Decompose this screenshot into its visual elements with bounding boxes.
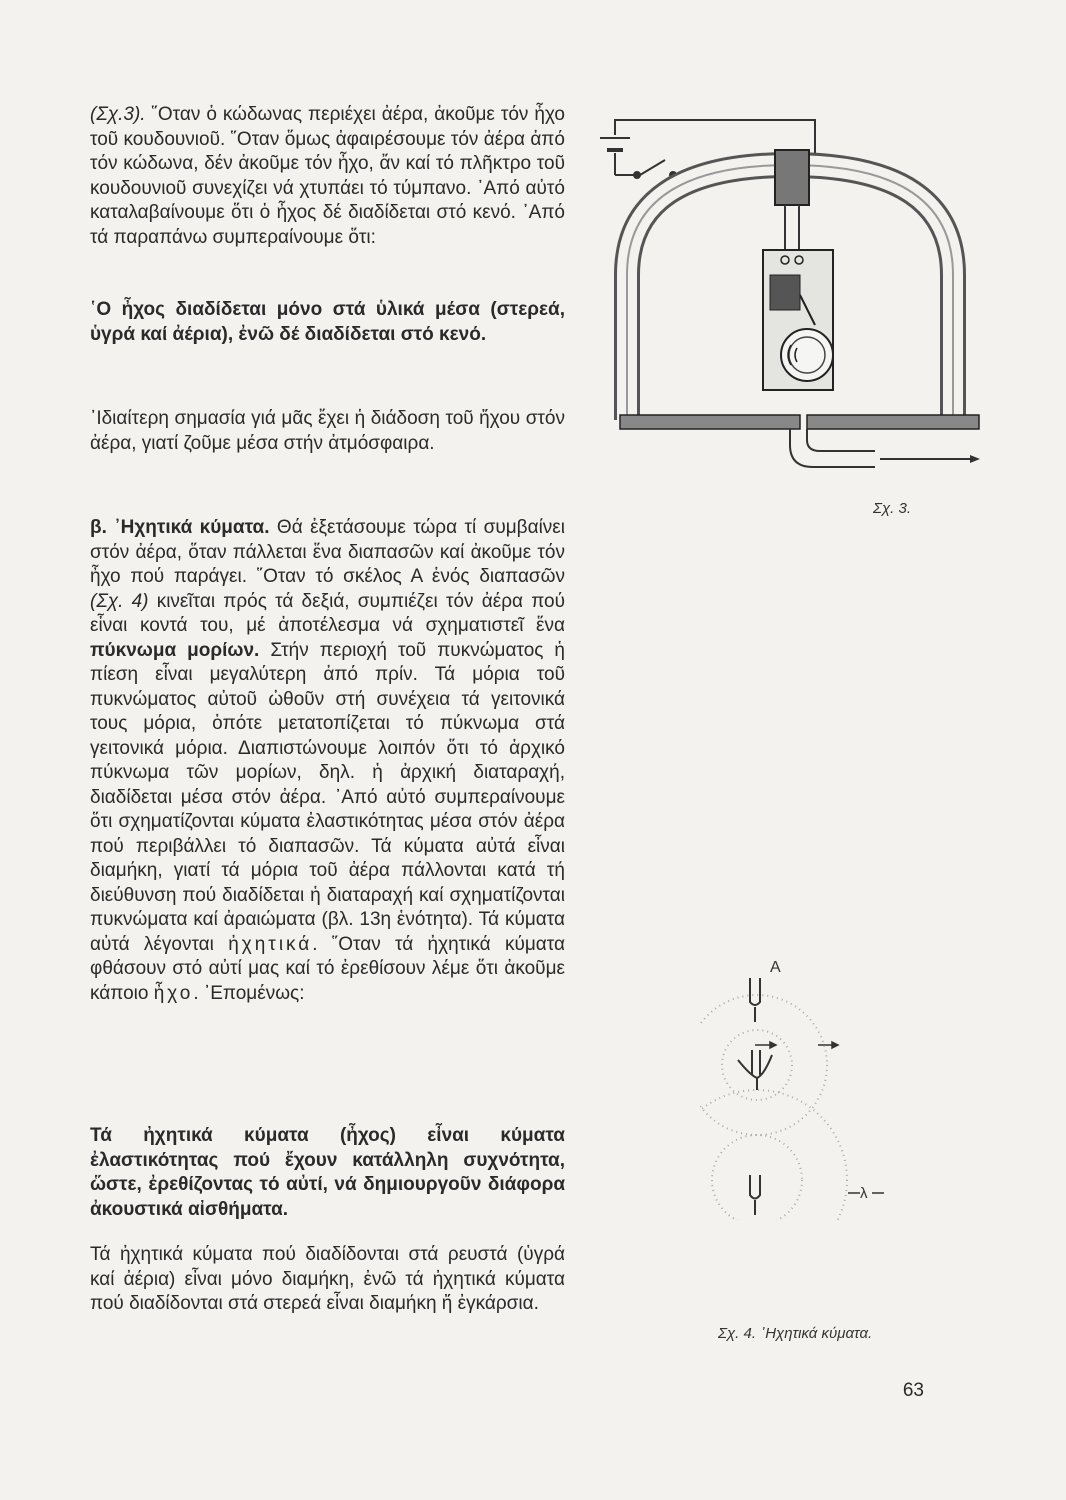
figure-4-sound-waves — [700, 950, 920, 1220]
tuning-fork-icon — [750, 978, 760, 1022]
figure-4-caption: Σχ. 4. ᾽Ηχητικά κύματα. — [718, 1325, 873, 1342]
term-ichitika: ἠχητικά — [228, 933, 313, 955]
page-number: 63 — [902, 1380, 924, 1401]
base-plate-icon — [620, 415, 979, 429]
stopper-icon — [775, 150, 809, 205]
para3-t3: Στήν περιοχή τοῦ πυκνώματος ἡ πίεση εἶναι μεγαλύτερη ἀπό πρίν. Τά μόρια τοῦ πυκνώματος αὐτοῦ ὠθοῦν στή συνέχεια τά γειτονικά τους μόρια, ὁπότε μετατοπίζεται τό πύκνωμα στά γειτονικά μόρια. Διαπιστώνουμε λοιπόν ὅτι τό ἀρχικό πύκνωμα τῶν μορίων, δηλ. ἡ ἀρχική διαταραχή, διαδίδεται μέσα στόν ἀέρα. ᾽Από αὐτό συμπεραίνουμε ὅτι σχηματίζονται κύματα ἐλαστικότητας μέσα στόν ἀέρα πού περιβάλλει τό διαπασῶν. Τά κύματα αὐτά εἶναι διαμήκη, γιατί τά μόρια τοῦ ἀέρα πάλλονται κατά τή διεύθυνση πού διαδίδεται ἡ διαταραχή καί σχηματίζονται πυκνώματα καί ἀραιώματα (βλ. 13η ἑνότητα). Τά κύματα αὐτά λέγονται — [90, 639, 566, 955]
text-para1 — [90, 103, 565, 250]
fig-ref-3: (Σχ.3). — [90, 104, 146, 125]
rule-box-2 — [90, 1124, 565, 1222]
para3-t1: Θά ἐξετάσουμε τώρα τί συμβαίνει στόν ἀέρα, ὅταν πάλλεται ἕνα διαπασῶν καί ἀκοῦμε τόν ἦχο πού παράγει. ῞Οταν τό σκέλος Α ἑνός διαπασῶν — [90, 517, 565, 587]
battery-icon — [600, 138, 630, 150]
electric-bell-icon — [763, 250, 833, 390]
rule-box-1 — [90, 298, 565, 347]
fig-ref-4: (Σχ. 4) — [90, 590, 149, 612]
vacuum-outlet-icon — [790, 429, 875, 467]
text-para2 — [90, 407, 565, 456]
text-para4 — [90, 1243, 565, 1317]
text-para3 — [90, 516, 565, 1006]
tuning-fork-bottom-icon — [750, 1175, 760, 1215]
para3-t4: . ῞Οταν τά ἠχητικά κύματα φθάσουν στό αὐτί μας καί τό ἐρεθίσουν λέμε ὅτι ἀκοῦμε κάποιο — [90, 933, 565, 1004]
arrow-right-icon — [755, 1042, 838, 1048]
para2-text: ᾽Ιδιαίτερη σημασία γιά μᾶς ἔχει ἡ διάδοση τοῦ ἤχου στόν ἀέρα, γιατί ζοῦμε μέσα στήν ἀτμόσφαιρα. — [90, 408, 565, 454]
wave-fronts-icon — [700, 995, 847, 1220]
rule1-text: ῾Ο ἦχος διαδίδεται μόνο στά ὑλικά μέσα (στερεά, ὑγρά καί ἀέρια), ἐνῶ δέ διαδίδεται στό κενό. — [90, 299, 565, 345]
term-pyknoma: πύκνωμα μορίων. — [90, 639, 260, 661]
figure-3-bell-jar — [585, 105, 985, 485]
term-ichos: ἦχο — [153, 982, 194, 1004]
section-heading: β. ᾽Ηχητικά κύματα. — [90, 517, 270, 538]
figure-3-caption: Σχ. 3. — [873, 500, 912, 517]
para4-text: Τά ἠχητικά κύματα πού διαδίδονται στά ρευστά (ὑγρά καί ἀέρια) εἶναι μόνο διαμήκη, ἐνῶ τά ἠχητικά κύματα πού διαδίδονται στά στερεά εἶναι διαμήκη ἤ ἐγκάρσια. — [90, 1244, 565, 1314]
rule2-text: Τά ἠχητικά κύματα (ἦχος) εἶναι κύματα ἐλαστικότητας πού ἔχουν κατάλληλη συχνότητα, ὥστε, ἐρεθίζοντας τό αὐτί, νά δημιουργοῦν διάφορα ἀκουστικά αἰσθήματα. — [90, 1125, 565, 1220]
fork-label-a: Α — [770, 959, 781, 976]
lambda-label: λ — [860, 1185, 868, 1202]
para1-text: ῞Οταν ὁ κώδωνας περιέχει ἀέρα, ἀκοῦμε τόν ἦχο τοῦ κουδουνιοῦ. ῞Οταν ὅμως ἀφαιρέσουμε τόν ἀέρα ἀπό τόν κώδωνα, δέν ἀκοῦμε τόν ἦχο, ἄν καί τό πλῆκτρο τοῦ κουδουνιοῦ συνεχίζει νά χτυπάει τό τύμπανο. ᾽Από αὐτό καταλαβαίνουμε ὅτι ὁ ἦχος δέ διαδίδεται στό κενό. ᾽Από τά παραπάνω συμπεραίνουμε ὅτι: — [90, 104, 565, 248]
para3-t2: κινεῖται πρός τά δεξιά, συμπιέζει τόν ἀέρα πού εἶναι κοντά του, μέ ἀποτέλεσμα νά σχηματιστεῖ ἕνα — [90, 590, 565, 636]
para3-t5: . ᾽Επομένως: — [193, 982, 305, 1004]
tuning-fork-vibrating-icon — [738, 1050, 772, 1090]
